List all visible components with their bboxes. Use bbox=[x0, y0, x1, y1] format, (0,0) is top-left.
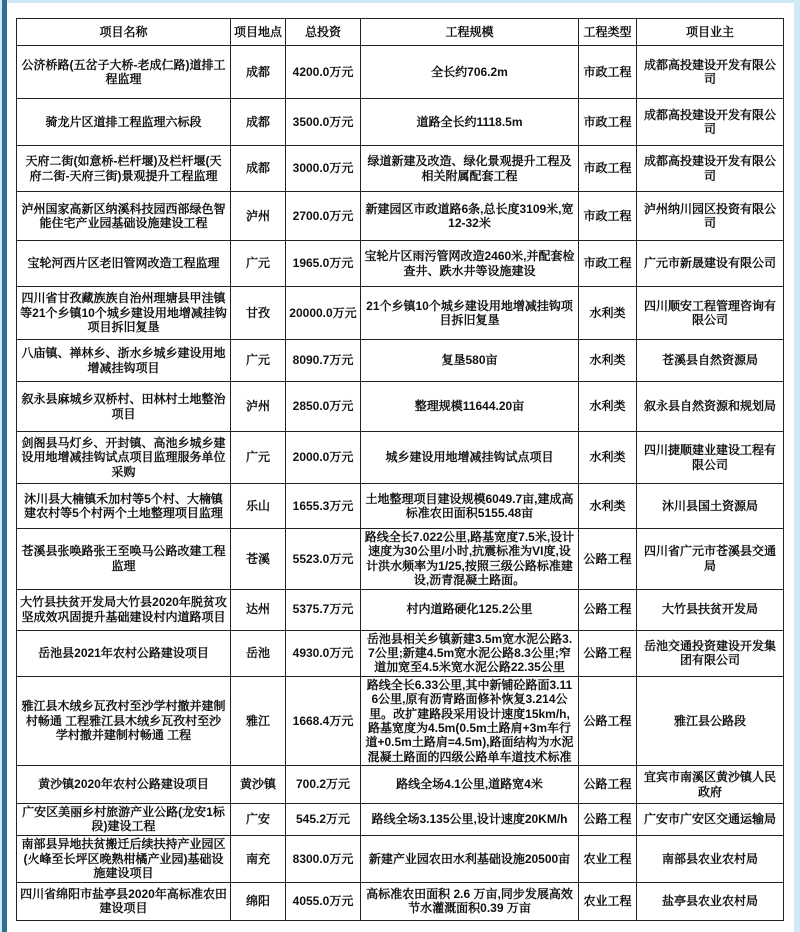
cell-investment: 1655.3万元 bbox=[286, 484, 361, 529]
cell-investment: 2850.0万元 bbox=[286, 382, 361, 432]
cell-type: 市政工程 bbox=[579, 241, 637, 287]
cell-type: 市政工程 bbox=[579, 46, 637, 99]
cell-investment: 2700.0万元 bbox=[286, 192, 361, 241]
cell-scale: 新建产业园农田水利基础设施20500亩 bbox=[361, 835, 579, 882]
cell-name: 骑龙片区道排工程监理六标段 bbox=[17, 99, 231, 146]
cell-owner: 苍溪县自然资源局 bbox=[637, 340, 784, 382]
cell-scale: 绿道新建及改造、绿化景观提升工程及相关附属配套工程 bbox=[361, 146, 579, 192]
cell-owner: 泸州纳川园区投资有限公司 bbox=[637, 192, 784, 241]
cell-type: 市政工程 bbox=[579, 146, 637, 192]
cell-owner: 宜宾市南溪区黄沙镇人民政府 bbox=[637, 766, 784, 804]
cell-investment: 8300.0万元 bbox=[286, 835, 361, 882]
cell-owner: 盐亭县农业农村局 bbox=[637, 882, 784, 920]
cell-type: 水利类 bbox=[579, 382, 637, 432]
cell-owner: 岳池交通投资建设开发集团有限公司 bbox=[637, 630, 784, 676]
cell-type: 公路工程 bbox=[579, 804, 637, 836]
table-row bbox=[17, 340, 784, 382]
cell-investment: 5375.7万元 bbox=[286, 589, 361, 630]
cell-investment: 8090.7万元 bbox=[286, 340, 361, 382]
cell-type: 水利类 bbox=[579, 287, 637, 340]
cell-name: 四川省甘孜藏族族自治州理塘县甲洼镇等21个乡镇10个城乡建设用地增减挂钩项目拆旧复垦 bbox=[17, 287, 231, 340]
cell-scale: 道路全长约1118.5m bbox=[361, 99, 579, 146]
cell-location: 广元 bbox=[231, 340, 286, 382]
projects-table bbox=[16, 18, 784, 921]
table-row bbox=[17, 382, 784, 432]
cell-scale: 复垦580亩 bbox=[361, 340, 579, 382]
table-head bbox=[17, 19, 784, 46]
cell-investment: 5523.0万元 bbox=[286, 529, 361, 590]
cell-name: 天府二街(如意桥-栏杆堰)及栏杆堰(天府二街-天府三街)景观提升工程监理 bbox=[17, 146, 231, 192]
cell-location: 甘孜 bbox=[231, 287, 286, 340]
cell-location: 苍溪 bbox=[231, 529, 286, 590]
cell-owner: 雅江县公路段 bbox=[637, 676, 784, 765]
cell-type: 公路工程 bbox=[579, 589, 637, 630]
cell-name: 沐川县大楠镇禾加村等5个村、大楠镇建农村等5个村两个土地整理项目监理 bbox=[17, 484, 231, 529]
table-row bbox=[17, 99, 784, 146]
cell-owner: 南部县农业农村局 bbox=[637, 835, 784, 882]
table-row bbox=[17, 46, 784, 99]
table-row bbox=[17, 676, 784, 765]
cell-investment: 2000.0万元 bbox=[286, 432, 361, 484]
column-header-investment: 总投资 bbox=[286, 19, 361, 46]
table-header-row bbox=[17, 19, 784, 46]
cell-name: 大竹县扶贫开发局大竹县2020年脱贫攻坚成效巩固提升基础建设村内道路项目 bbox=[17, 589, 231, 630]
cell-type: 公路工程 bbox=[579, 676, 637, 765]
cell-name: 广安区美丽乡村旅游产业公路(龙安1标段)建设工程 bbox=[17, 804, 231, 836]
cell-scale: 路线全长6.33公里,其中新铺砼路面3.116公里,原有沥青路面修补恢复3.214公里。改扩建路段采用设计速度15km/h,路基宽度为4.5m(0.5m土路肩+3m车行道+0.5m土路肩=4.5m),路面结构为水泥混凝土路面的四级公路单车道技术标准 bbox=[361, 676, 579, 765]
cell-owner: 四川顺安工程管理咨询有限公司 bbox=[637, 287, 784, 340]
table-row bbox=[17, 432, 784, 484]
cell-type: 公路工程 bbox=[579, 529, 637, 590]
cell-location: 岳池 bbox=[231, 630, 286, 676]
cell-location: 泸州 bbox=[231, 382, 286, 432]
column-header-name: 项目名称 bbox=[17, 19, 231, 46]
cell-type: 水利类 bbox=[579, 340, 637, 382]
cell-scale: 新建园区市政道路6条,总长度3109米,宽12-32米 bbox=[361, 192, 579, 241]
cell-name: 四川省绵阳市盐亭县2020年高标准农田建设项目 bbox=[17, 882, 231, 920]
cell-scale: 城乡建设用地增减挂钩试点项目 bbox=[361, 432, 579, 484]
cell-scale: 村内道路硬化125.2公里 bbox=[361, 589, 579, 630]
cell-investment: 4930.0万元 bbox=[286, 630, 361, 676]
table-row bbox=[17, 241, 784, 287]
column-header-owner: 项目业主 bbox=[637, 19, 784, 46]
cell-type: 公路工程 bbox=[579, 630, 637, 676]
table-row bbox=[17, 146, 784, 192]
column-header-location: 项目地点 bbox=[231, 19, 286, 46]
cell-location: 南充 bbox=[231, 835, 286, 882]
cell-name: 剑阁县马灯乡、开封镇、高池乡城乡建设用地增减挂钩试点项目监理服务单位采购 bbox=[17, 432, 231, 484]
cell-location: 广元 bbox=[231, 432, 286, 484]
column-header-type: 工程类型 bbox=[579, 19, 637, 46]
cell-name: 公济桥路(五岔子大桥-老成仁路)道排工程监理 bbox=[17, 46, 231, 99]
cell-scale: 岳池县相关乡镇新建3.5m宽水泥公路3.7公里;新建4.5m宽水泥公路8.3公里;窄道加宽至4.5米宽水泥公路22.35公里 bbox=[361, 630, 579, 676]
cell-scale: 全长约706.2m bbox=[361, 46, 579, 99]
cell-investment: 1668.4万元 bbox=[286, 676, 361, 765]
cell-name: 岳池县2021年农村公路建设项目 bbox=[17, 630, 231, 676]
cell-owner: 四川省广元市苍溪县交通局 bbox=[637, 529, 784, 590]
cell-name: 黄沙镇2020年农村公路建设项目 bbox=[17, 766, 231, 804]
cell-name: 泸州国家高新区纳溪科技园西部绿色智能住宅产业园基础设施建设工程 bbox=[17, 192, 231, 241]
cell-type: 公路工程 bbox=[579, 766, 637, 804]
cell-investment: 545.2万元 bbox=[286, 804, 361, 836]
cell-location: 广安 bbox=[231, 804, 286, 836]
cell-location: 乐山 bbox=[231, 484, 286, 529]
cell-name: 雅江县木绒乡瓦孜村至沙学村撤并建制村畅通 工程雅江县木绒乡瓦孜村至沙学村撤并建制村畅通 工程 bbox=[17, 676, 231, 765]
cell-owner: 叙永县自然资源和规划局 bbox=[637, 382, 784, 432]
cell-investment: 4055.0万元 bbox=[286, 882, 361, 920]
cell-owner: 大竹县扶贫开发局 bbox=[637, 589, 784, 630]
cell-owner: 成都高投建设开发有限公司 bbox=[637, 99, 784, 146]
table-row bbox=[17, 287, 784, 340]
table-row bbox=[17, 766, 784, 804]
cell-owner: 沐川县国土资源局 bbox=[637, 484, 784, 529]
cell-scale: 土地整理项目建设规模6049.7亩,建成高标准农田面积5155.48亩 bbox=[361, 484, 579, 529]
cell-type: 农业工程 bbox=[579, 835, 637, 882]
table-row bbox=[17, 192, 784, 241]
cell-type: 水利类 bbox=[579, 432, 637, 484]
cell-scale: 路线全场4.1公里,道路宽4米 bbox=[361, 766, 579, 804]
cell-name: 宝轮河西片区老旧管网改造工程监理 bbox=[17, 241, 231, 287]
table-row bbox=[17, 484, 784, 529]
table-row bbox=[17, 630, 784, 676]
column-header-scale: 工程规模 bbox=[361, 19, 579, 46]
cell-location: 成都 bbox=[231, 99, 286, 146]
cell-owner: 广元市新晟建设有限公司 bbox=[637, 241, 784, 287]
cell-type: 水利类 bbox=[579, 484, 637, 529]
cell-location: 广元 bbox=[231, 241, 286, 287]
table-row bbox=[17, 835, 784, 882]
cell-owner: 成都高投建设开发有限公司 bbox=[637, 146, 784, 192]
cell-name: 八庙镇、禅林乡、浙水乡城乡建设用地增减挂钩项目 bbox=[17, 340, 231, 382]
cell-scale: 宝轮片区雨污管网改造2460米,并配套检查井、跌水井等设施建设 bbox=[361, 241, 579, 287]
table-row bbox=[17, 589, 784, 630]
cell-scale: 路线全场3.135公里,设计速度20KM/h bbox=[361, 804, 579, 836]
cell-scale: 整理规模11644.20亩 bbox=[361, 382, 579, 432]
cell-investment: 3500.0万元 bbox=[286, 99, 361, 146]
cell-location: 绵阳 bbox=[231, 882, 286, 920]
cell-owner: 成都高投建设开发有限公司 bbox=[637, 46, 784, 99]
cell-investment: 1965.0万元 bbox=[286, 241, 361, 287]
table-body bbox=[17, 46, 784, 921]
table-row bbox=[17, 529, 784, 590]
cell-type: 农业工程 bbox=[579, 882, 637, 920]
cell-investment: 20000.0万元 bbox=[286, 287, 361, 340]
cell-type: 市政工程 bbox=[579, 99, 637, 146]
cell-location: 达州 bbox=[231, 589, 286, 630]
cell-owner: 四川捷顺建业建设工程有限公司 bbox=[637, 432, 784, 484]
cell-investment: 3000.0万元 bbox=[286, 146, 361, 192]
cell-name: 南部县异地扶贫搬迁后续扶持产业园区(火峰至长坪区晚熟柑橘产业园)基础设施建设项目 bbox=[17, 835, 231, 882]
cell-investment: 4200.0万元 bbox=[286, 46, 361, 99]
cell-investment: 700.2万元 bbox=[286, 766, 361, 804]
cell-location: 泸州 bbox=[231, 192, 286, 241]
cell-scale: 高标准农田面积 2.6 万亩,同步发展高效节水灌溉面积0.39 万亩 bbox=[361, 882, 579, 920]
cell-location: 黄沙镇 bbox=[231, 766, 286, 804]
cell-location: 雅江 bbox=[231, 676, 286, 765]
cell-location: 成都 bbox=[231, 146, 286, 192]
cell-type: 市政工程 bbox=[579, 192, 637, 241]
cell-name: 苍溪县张唤路张王至唤马公路改建工程监理 bbox=[17, 529, 231, 590]
cell-scale: 路线全长7.022公里,路基宽度7.5米,设计速度为30公里/小时,抗震标准为VI度,设计洪水频率为1/25,按照三级公路标准建设,沥青混凝土路面。 bbox=[361, 529, 579, 590]
cell-location: 成都 bbox=[231, 46, 286, 99]
cell-scale: 21个乡镇10个城乡建设用地增减挂钩项目拆旧复垦 bbox=[361, 287, 579, 340]
cell-name: 叙永县麻城乡双桥村、田林村土地整治项目 bbox=[17, 382, 231, 432]
table-row bbox=[17, 882, 784, 920]
cell-owner: 广安市广安区交通运输局 bbox=[637, 804, 784, 836]
table-row bbox=[17, 804, 784, 836]
